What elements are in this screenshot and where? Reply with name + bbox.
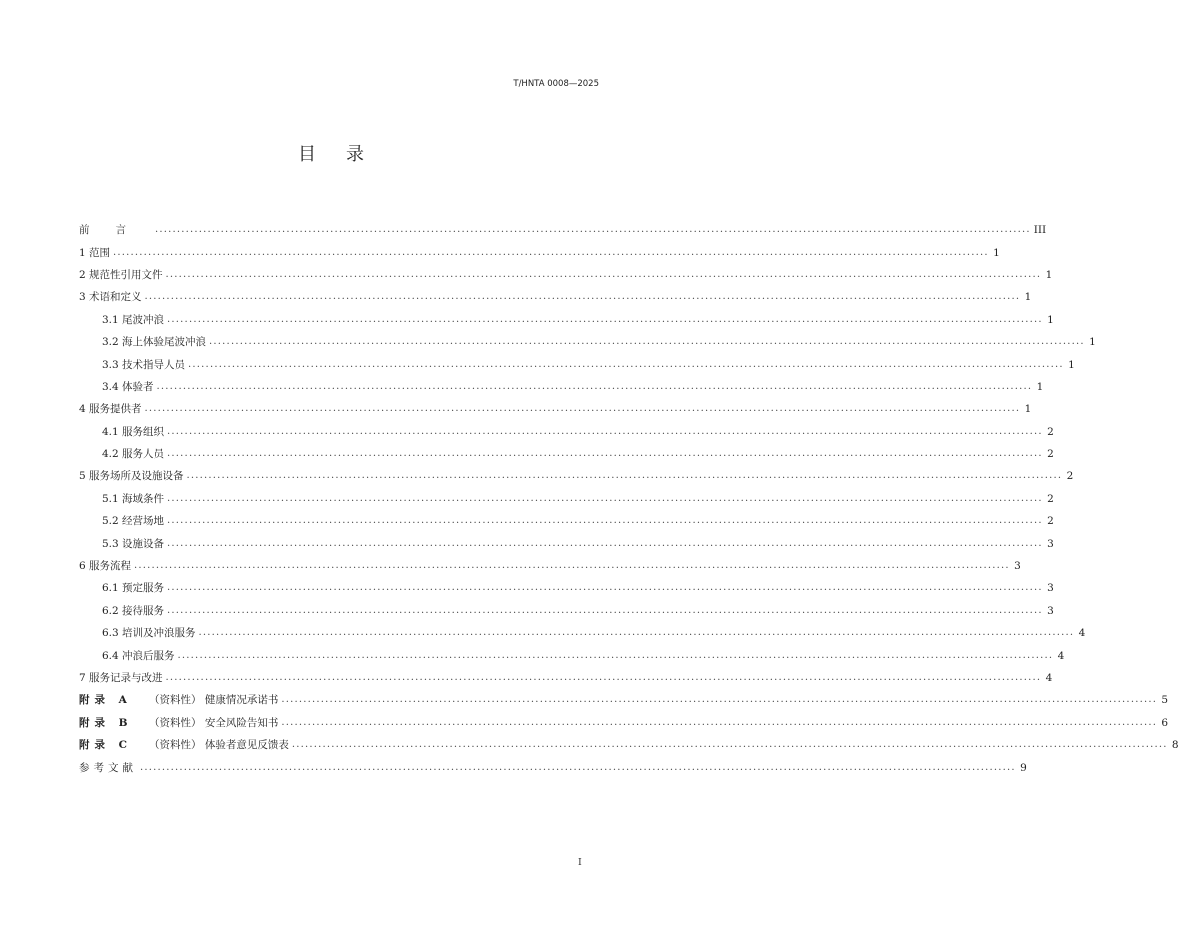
toc-entry-page: 8 [1171, 739, 1179, 752]
toc-entry[interactable] [79, 532, 1054, 554]
toc-entry[interactable] [79, 734, 1179, 756]
toc-entry[interactable] [79, 309, 1054, 331]
page-title: 目录 [298, 144, 394, 165]
toc-entry[interactable] [79, 622, 1086, 644]
toc-entry-label: 5.3 设施设备 [102, 537, 165, 550]
toc-entry-label: 7 服务记录与改进 [79, 672, 163, 684]
toc-leader-dots: ........................................................................................................................................................................................................ [144, 291, 1021, 303]
toc-entry-page: 3 [1047, 537, 1054, 550]
toc-entry-page: 3 [1047, 582, 1054, 595]
table-of-contents [79, 219, 1179, 779]
toc-entry-page: 1 [1047, 313, 1054, 326]
toc-leader-dots: ........................................................................................................................................................................................................ [167, 492, 1043, 504]
toc-entry-label: 3.4 体验者 [102, 380, 154, 393]
toc-leader-dots: ........................................................................................................................................................................................................ [198, 627, 1075, 639]
toc-entry-page: 4 [1057, 649, 1065, 662]
toc-entry-label: 3.1 尾波冲浪 [102, 313, 165, 326]
toc-entry[interactable] [79, 712, 1169, 734]
toc-entry-label: 6.2 接待服务 [102, 604, 165, 617]
toc-leader-dots: ........................................................................................................................................................................................................ [186, 470, 1063, 482]
toc-entry-label: 5.1 海域条件 [102, 492, 165, 505]
toc-entry-page: 2 [1066, 470, 1074, 483]
toc-entry-page: 9 [1020, 761, 1027, 774]
toc-entry[interactable] [79, 689, 1169, 711]
toc-leader-dots: ........................................................................................................................................................................................................ [209, 336, 1085, 348]
toc-entry-page: 4 [1045, 672, 1053, 684]
toc-entry-page: 2 [1047, 515, 1054, 528]
toc-entry[interactable] [79, 667, 1053, 689]
toc-entry-label: 6 服务流程 [79, 560, 132, 573]
toc-entry-label: 附录 B [79, 716, 133, 729]
toc-entry-page: 1 [1068, 358, 1075, 371]
toc-leader-dots: ........................................................................................................................................................................................................ [167, 604, 1043, 616]
toc-entry-page: 1 [993, 246, 1000, 259]
toc-entry-page: 1 [1045, 268, 1053, 281]
toc-entry-label: 6.4 冲浪后服务 [102, 649, 175, 662]
toc-entry-page: 5 [1161, 694, 1169, 707]
toc-entry[interactable] [79, 488, 1054, 510]
toc-entry-page: 2 [1047, 448, 1054, 461]
toc-leader-dots: ........................................................................................................................................................................................................ [156, 380, 1033, 392]
toc-entry[interactable] [79, 286, 1032, 308]
toc-entry-annex-title: （资料性） 安全风险告知书 [149, 716, 279, 729]
toc-leader-dots: ........................................................................................................................................................................................................ [165, 672, 1042, 683]
toc-entry[interactable] [79, 756, 1027, 778]
toc-leader-dots: ........................................................................................................................................................................................................ [281, 694, 1158, 706]
toc-entry-label: 附录 A [79, 694, 132, 707]
toc-entry-page: III [1033, 224, 1047, 237]
toc-entry[interactable] [79, 443, 1054, 465]
toc-entry-label: 2 规范性引用文件 [79, 268, 163, 281]
toc-entry[interactable] [79, 577, 1054, 599]
toc-entry[interactable] [79, 644, 1065, 666]
toc-entry-label: 3.3 技术指导人员 [102, 358, 186, 371]
toc-entry[interactable] [79, 264, 1053, 286]
toc-entry-label: 6.1 预定服务 [102, 582, 165, 595]
toc-entry-page: 2 [1047, 425, 1054, 438]
toc-entry-label: 参考文献 [79, 761, 137, 774]
toc-entry-label: 1 范围 [79, 246, 111, 259]
toc-leader-dots: ........................................................................................................................................................................................................ [167, 515, 1043, 527]
toc-entry-page: 2 [1047, 492, 1054, 505]
toc-leader-dots: ........................................................................................................................................................................................................ [291, 739, 1168, 751]
toc-leader-dots: ........................................................................................................................................................................................................ [155, 224, 1031, 236]
toc-entry-annex-title: （资料性） 健康情况承诺书 [149, 694, 279, 707]
toc-leader-dots: ........................................................................................................................................................................................................ [167, 313, 1043, 325]
toc-leader-dots: ........................................................................................................................................................................................................ [165, 268, 1042, 280]
toc-leader-dots: ........................................................................................................................................................................................................ [177, 649, 1054, 661]
toc-entry-page: 3 [1047, 604, 1054, 617]
toc-leader-dots: ........................................................................................................................................................................................................ [188, 358, 1064, 370]
toc-leader-dots: ........................................................................................................................................................................................................ [167, 448, 1043, 460]
toc-entry-label: 5.2 经营场地 [102, 515, 165, 528]
toc-leader-dots: ........................................................................................................................................................................................................ [113, 246, 989, 258]
toc-leader-dots: ........................................................................................................................................................................................................ [144, 403, 1021, 415]
toc-entry-label: 4.2 服务人员 [102, 448, 165, 461]
toc-entry-label: 5 服务场所及设施设备 [79, 470, 184, 483]
toc-leader-dots: ........................................................................................................................................................................................................ [140, 761, 1016, 773]
toc-leader-dots: ........................................................................................................................................................................................................ [134, 560, 1010, 572]
toc-entry-label: 3.2 海上体验尾波冲浪 [102, 336, 207, 349]
toc-entry-page: 1 [1024, 403, 1032, 416]
toc-entry[interactable] [79, 398, 1032, 420]
toc-leader-dots: ........................................................................................................................................................................................................ [167, 537, 1043, 549]
toc-entry-page: 3 [1014, 560, 1021, 573]
toc-entry[interactable] [79, 465, 1074, 487]
toc-entry-label: 3 术语和定义 [79, 291, 142, 304]
toc-entry-label: 4 服务提供者 [79, 403, 142, 416]
toc-entry[interactable] [79, 600, 1054, 622]
toc-entry-page: 1 [1024, 291, 1032, 304]
toc-entry[interactable] [79, 219, 1047, 241]
toc-entry-page: 1 [1089, 336, 1096, 349]
toc-entry-label: 前言 [79, 224, 152, 237]
toc-entry-label: 4.1 服务组织 [102, 425, 165, 438]
toc-entry[interactable] [79, 510, 1054, 532]
toc-entry-page: 4 [1078, 627, 1086, 640]
toc-entry-label: 附录 C [79, 739, 133, 752]
toc-entry[interactable] [79, 331, 1096, 353]
toc-entry[interactable] [79, 241, 1000, 263]
document-code: T/HNTA 0008—2025 [513, 79, 599, 89]
toc-entry[interactable] [79, 555, 1021, 577]
toc-entry[interactable] [79, 376, 1044, 398]
toc-entry-label: 6.3 培训及冲浪服务 [102, 627, 196, 640]
toc-entry-page: 1 [1036, 380, 1044, 393]
toc-entry[interactable] [79, 353, 1075, 375]
toc-entry-annex-title: （资料性） 体验者意见反馈表 [149, 739, 289, 752]
toc-leader-dots: ........................................................................................................................................................................................................ [167, 425, 1043, 437]
toc-entry[interactable] [79, 421, 1054, 443]
toc-leader-dots: ........................................................................................................................................................................................................ [167, 582, 1043, 594]
page-number: I [578, 857, 582, 868]
toc-leader-dots: ........................................................................................................................................................................................................ [281, 716, 1158, 728]
toc-entry-page: 6 [1161, 716, 1169, 729]
